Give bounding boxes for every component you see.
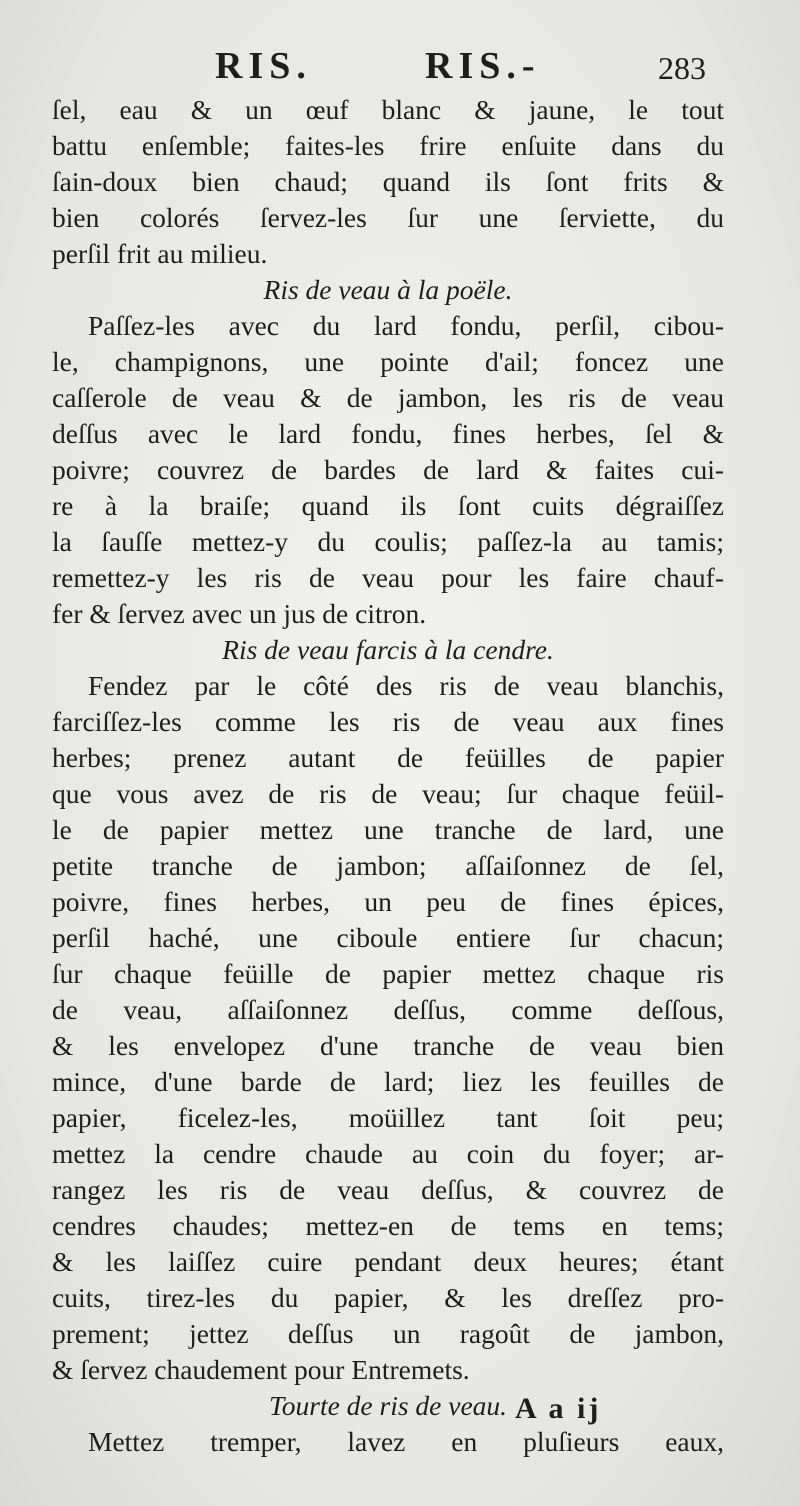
text-line: rangez les ris de veau deſſus, & couvrez de bbox=[52, 1174, 724, 1205]
body-text bbox=[52, 92, 724, 1460]
text-line: le de papier mettez une tranche de lard, une bbox=[52, 814, 724, 845]
text-line: battu enſemble; faites-les frire enſuite dans du bbox=[52, 130, 724, 161]
text-line: poivre, fines herbes, un peu de fines épices, bbox=[52, 886, 724, 917]
text-line: ſur chaque feüille de papier mettez chaque ris bbox=[52, 958, 724, 989]
text-line: perſil haché, une ciboule entiere ſur chacun; bbox=[52, 922, 724, 953]
text-line: de veau, aſſaiſonnez deſſus, comme deſſous, bbox=[52, 994, 724, 1025]
text-line: poivre; couvrez de bardes de lard & faites cui- bbox=[52, 454, 724, 485]
running-head-left: RIS. bbox=[215, 45, 312, 87]
text-line: que vous avez de ris de veau; ſur chaque feüil- bbox=[52, 778, 724, 809]
text-line: fer & ſervez avec un jus de citron. bbox=[52, 598, 427, 629]
text-line: mince, d'une barde de lard; liez les feuilles de bbox=[52, 1066, 724, 1097]
text-line: bien colorés ſervez-les ſur une ſerviette, du bbox=[52, 202, 724, 233]
text-line: & ſervez chaudement pour Entremets. bbox=[52, 1354, 470, 1385]
text-line: cuits, tirez-les du papier, & les dreſſez pro- bbox=[52, 1282, 724, 1313]
text-line: prement; jettez deſſus un ragoût de jambon, bbox=[52, 1318, 724, 1349]
text-line: re à la braiſe; quand ils ſont cuits dégraiſſez bbox=[52, 490, 724, 521]
text-line: cendres chaudes; mettez-en de tems en tems; bbox=[52, 1210, 724, 1241]
text-line: ſain-doux bien chaud; quand ils ſont frits & bbox=[52, 166, 724, 197]
text-line: la ſauſſe mettez-y du coulis; paſſez-la au tamis; bbox=[52, 526, 724, 557]
text-line: le, champignons, une pointe d'ail; foncez une bbox=[52, 346, 724, 377]
recipe-heading: Ris de veau à la poële. bbox=[263, 274, 513, 305]
page-number: 283 bbox=[658, 50, 706, 86]
text-line: Fendez par le côté des ris de veau blanchis, bbox=[88, 670, 724, 701]
text-line: herbes; prenez autant de feüilles de papier bbox=[52, 742, 724, 773]
running-head-right: RIS.- bbox=[425, 45, 541, 87]
text-line: mettez la cendre chaude au coin du foyer; ar- bbox=[52, 1138, 724, 1169]
text-line: Paſſez-les avec du lard fondu, perſil, cibou- bbox=[88, 310, 724, 341]
text-line: papier, ficelez-les, moüillez tant ſoit peu; bbox=[52, 1102, 724, 1133]
signature-mark: A a ij bbox=[515, 1392, 602, 1425]
recipe-heading: Ris de veau farcis à la cendre. bbox=[222, 634, 554, 665]
running-head bbox=[0, 44, 800, 94]
text-line: Mettez tremper, lavez en pluſieurs eaux, bbox=[88, 1426, 724, 1457]
recipe-heading: Tourte de ris de veau. bbox=[268, 1390, 508, 1421]
text-line: deſſus avec le lard fondu, fines herbes, ſel & bbox=[52, 418, 724, 449]
text-line: ſel, eau & un œuf blanc & jaune, le tout bbox=[52, 94, 724, 125]
text-line: & les envelopez d'une tranche de veau bien bbox=[52, 1030, 724, 1061]
text-line: farciſſez-les comme les ris de veau aux fines bbox=[52, 706, 724, 737]
text-line: remettez-y les ris de veau pour les faire chauf- bbox=[52, 562, 724, 593]
text-line: petite tranche de jambon; aſſaiſonnez de ſel, bbox=[52, 850, 724, 881]
text-line: perſil frit au milieu. bbox=[52, 238, 268, 269]
text-line: caſſerole de veau & de jambon, les ris de veau bbox=[52, 382, 724, 413]
text-line: & les laiſſez cuire pendant deux heures; étant bbox=[52, 1246, 724, 1277]
